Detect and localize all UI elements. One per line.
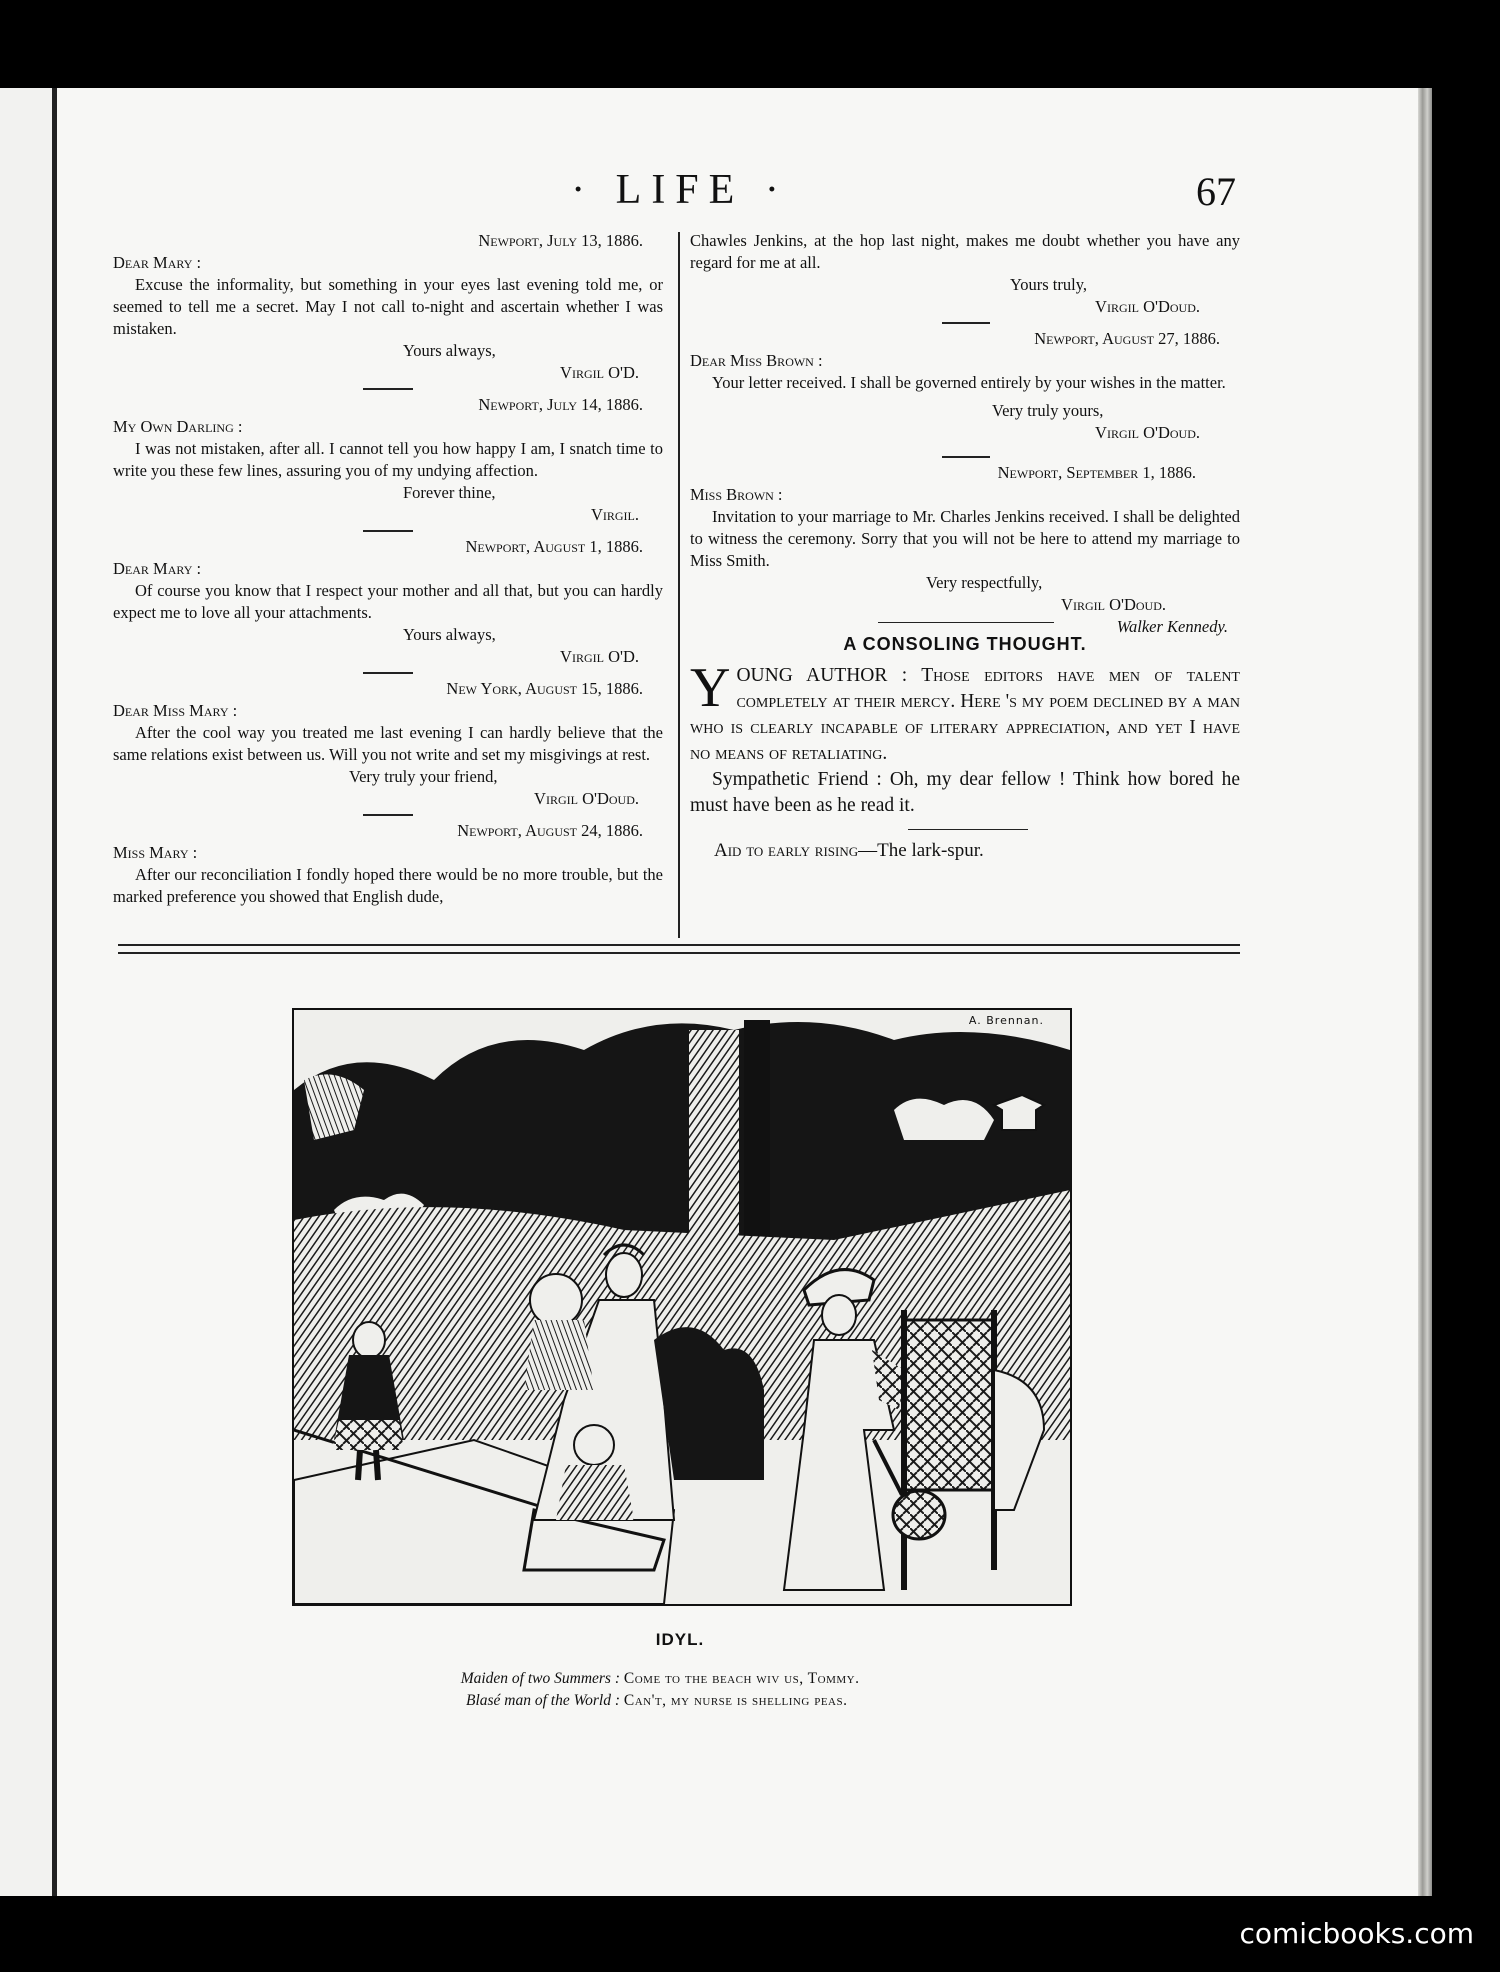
dateline: New York, August 15, 1886. xyxy=(446,679,643,698)
separator-rule xyxy=(363,388,413,390)
salutation: Dear Miss Mary : xyxy=(113,701,238,720)
closing: Yours always, xyxy=(403,341,496,360)
page-number: 67 xyxy=(1196,169,1236,214)
letter xyxy=(113,536,663,668)
joke-punchline: —The lark-spur. xyxy=(858,840,984,861)
dateline: Newport, July 14, 1886. xyxy=(478,395,643,414)
signature: Virgil. xyxy=(590,505,639,524)
salutation: Dear Mary : xyxy=(113,253,202,272)
letter-body: Your letter received. I shall be governed entirely by your wishes in the matter. xyxy=(712,373,1226,392)
masthead-title: · LIFE · xyxy=(571,167,789,213)
dateline: Newport, August 1, 1886. xyxy=(465,537,643,556)
article-paragraph: OUNG AUTHOR : Those editors have men of talent completely at their mercy. Here 's my poem declined by a man who is clearly incapable of literary appreciation, and yet I have no means of retaliating. xyxy=(690,665,1240,764)
illustration-caption xyxy=(300,1668,1060,1712)
closing: Yours truly, xyxy=(1010,275,1088,294)
illustration-title: IDYL. xyxy=(655,1630,705,1649)
watermark: comicbooks.com xyxy=(1239,1917,1474,1950)
caption-speech: Can't, my nurse is shelling peas. xyxy=(623,1692,848,1709)
article-paragraph: Sympathetic Friend : Oh, my dear fellow ! Think how bored he must have been as he read it. xyxy=(690,769,1240,816)
right-column xyxy=(690,230,1240,862)
salutation: My Own Darling : xyxy=(113,417,243,436)
caption-line xyxy=(300,1668,1060,1690)
letter-body: I was not mistaken, after all. I cannot tell you how happy I am, I snatch time to write you these few lines, assuring you of my undying affection. xyxy=(113,439,663,480)
dateline: Newport, August 24, 1886. xyxy=(457,821,643,840)
dateline: Newport, July 13, 1886. xyxy=(478,231,643,250)
closing: Very truly your friend, xyxy=(349,767,498,786)
joke-lead: Aid to early rising xyxy=(714,840,859,861)
letter-body: Of course you know that I respect your mother and all that, but you can hardly expect me to love all your attachments. xyxy=(113,581,663,622)
closing: Forever thine, xyxy=(403,483,496,502)
artist-signature: A. Brennan. xyxy=(968,1014,1044,1027)
signature: Virgil O'Doud. xyxy=(534,789,639,808)
salutation: Miss Mary : xyxy=(113,843,198,862)
caption-speaker: Maiden of two Summers : xyxy=(460,1670,620,1687)
letter xyxy=(113,820,663,908)
signature: Virgil O'D. xyxy=(560,647,639,666)
letter xyxy=(113,230,663,384)
engraving-drawing xyxy=(294,1010,1070,1604)
letter-continued xyxy=(690,230,1240,318)
separator-rule xyxy=(363,814,413,816)
dateline: Newport, August 27, 1886. xyxy=(1034,329,1220,348)
page-edge-shadow xyxy=(1418,88,1432,1896)
page-spine xyxy=(52,88,57,1896)
double-rule xyxy=(118,952,1240,954)
letter-body: Invitation to your marriage to Mr. Charles Jenkins received. I shall be delighted to witness the ceremony. Sorry that you will not be here to attend my marriage to Miss Smith. xyxy=(690,507,1240,570)
letter xyxy=(113,394,663,526)
letter-body: After our reconciliation I fondly hoped there would be no more trouble, but the marked preference you showed that English dude, xyxy=(113,865,663,906)
left-column xyxy=(113,230,663,908)
separator-rule xyxy=(878,622,1054,623)
double-rule xyxy=(118,944,1240,946)
caption-speaker: Blasé man of the World : xyxy=(466,1692,620,1709)
closing: Very truly yours, xyxy=(992,401,1104,420)
joke-line xyxy=(714,840,1240,862)
separator-rule xyxy=(363,672,413,674)
signature: Virgil O'Doud. xyxy=(1095,423,1200,442)
caption-line xyxy=(300,1690,1060,1712)
article-heading: A CONSOLING THOUGHT. xyxy=(843,634,1087,654)
separator-rule xyxy=(908,829,1028,830)
signature: Virgil O'Doud. xyxy=(1095,297,1200,316)
letter-body: After the cool way you treated me last evening I can hardly believe that the same relations exist between us. Will you not write and set my misgivings at rest. xyxy=(113,723,663,764)
separator-rule xyxy=(942,322,990,324)
salutation: Miss Brown : xyxy=(690,485,783,504)
closing: Very respectfully, xyxy=(926,573,1043,592)
separator-rule xyxy=(363,530,413,532)
illustration-idyl xyxy=(292,1008,1072,1606)
article-body xyxy=(690,657,1240,767)
caption-speech: Come to the beach wiv us, Tommy. xyxy=(623,1670,860,1687)
signature: Virgil O'D. xyxy=(560,363,639,382)
letter xyxy=(690,462,1240,638)
letter-body: Excuse the informality, but something in your eyes last evening told me, or seemed to tell me a secret. May I not call to-night and ascertain whether I was mistaken. xyxy=(113,275,663,338)
closing: Yours always, xyxy=(403,625,496,644)
letter xyxy=(690,328,1240,444)
letter xyxy=(113,678,663,810)
signature: Virgil O'Doud. xyxy=(1061,595,1166,614)
letter-body: Chawles Jenkins, at the hop last night, makes me doubt whether you have any regard for me at all. xyxy=(690,231,1240,272)
column-divider xyxy=(678,232,680,938)
salutation: Dear Miss Brown : xyxy=(690,351,823,370)
drop-cap: Y xyxy=(690,657,731,719)
separator-rule xyxy=(942,456,990,458)
dateline: Newport, September 1, 1886. xyxy=(997,463,1196,482)
author-credit: Walker Kennedy. xyxy=(1116,617,1228,636)
salutation: Dear Mary : xyxy=(113,559,202,578)
adjacent-page-edge xyxy=(0,88,52,1896)
